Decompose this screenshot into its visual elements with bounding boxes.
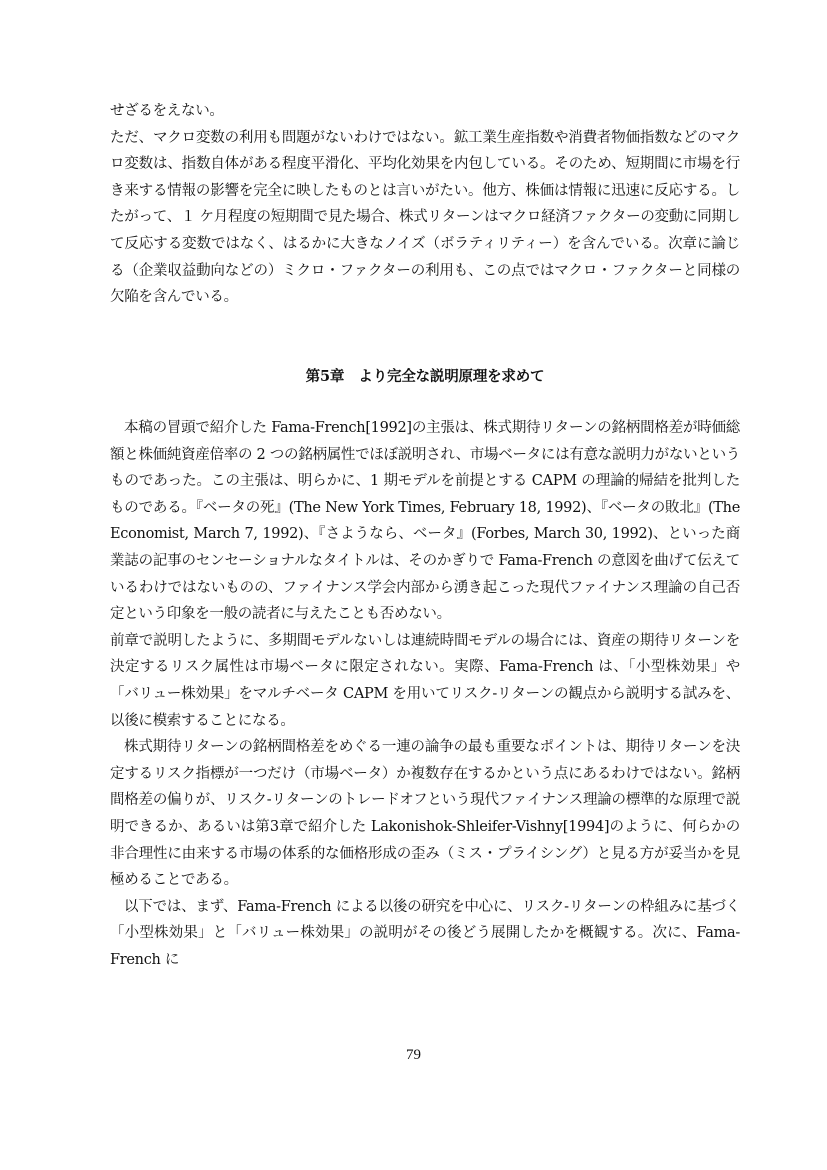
paragraph: ただ、マクロ変数の利用も問題がないわけではない。鉱工業生産指数や消費者物価指数などのマクロ変数は、指数自体がある程度平滑化、平均化効果を内包している。そのため、短期間に市場を行き来する情報の影響を完全に映したものとは言いがたい。他方、株価は情報に迅速に反応する。したがって、１ ケ月程度の短期間で見た場合、株式リターンはマクロ経済ファクターの変動に同期して反応する変数ではなく、はるかに大きなノイズ（ボラティリティー）を含んでいる。次章に論じる（企業収益動向などの）ミクロ・ファクターの利用も、この点ではマクロ・ファクターと同様の欠陥を含んでいる。: [110, 129, 740, 306]
paragraph: 前章で説明したように、多期間モデルないしは連続時間モデルの場合には、資産の期待リターンを決定するリスク属性は市場ベータに限定されない。実際、Fama-French は、「小型株効果」や「バリュー株効果」をマルチベータ CAPM を用いてリスク-リターンの観点から説明する試みを、以後に模索することになる。: [110, 632, 740, 729]
text-block-body: [110, 415, 740, 973]
paragraph: せざるをえない。: [110, 103, 224, 119]
chapter-heading: 第5章 より完全な説明原理を求めて: [305, 368, 545, 385]
paragraph: 株式期待リターンの銘柄間格差をめぐる一連の論争の最も重要なポイントは、期待リターンを決定するリスク指標が一つだけ（市場ベータ）か複数存在するかという点にあるわけではない。銘柄間格差の偏りが、リスク-リターンのトレードオフという現代ファイナンス理論の標準的な原理で説明できるか、あるいは第3章で紹介した Lakonishok-Shleifer-Vishny[1994]のように、何らかの非合理性に由来する市場の体系的な価格形成の歪み（ミス・プライシング）と見る方が妥当かを見極めることである。: [110, 739, 740, 889]
page-number: 79: [406, 1047, 421, 1063]
paragraph: 本稿の冒頭で紹介した Fama-French[1992]の主張は、株式期待リターンの銘柄間格差が時価総額と株価純資産倍率の 2 つの銘柄属性でほぼ説明され、市場ベータには有意な説明力がないというものであった。この主張は、明らかに、1 期モデルを前提とする CAPM の理論的帰結を批判したものである。『ベータの死』(The New York Times, February 18, 1992)、『ベータの敗北』(The Economist, March 7, 1992)、『さようなら、ベータ』(Forbes, March 30, 1992)、といった商業誌の記事のセンセーショナルなタイトルは、そのかぎりで Fama-French の意図を曲げて伝えているわけではないものの、ファイナンス学会内部から湧き起こった現代ファイナンス理論の自己否定という印象を一般の読者に与えたことも否めない。: [110, 420, 740, 623]
text-block-top: [110, 98, 740, 311]
paragraph: 以下では、まず、Fama-French による以後の研究を中心に、リスク-リターンの枠組みに基づく「小型株効果」と「バリュー株効果」の説明がその後どう展開したかを概観する。次に、Fama-French に: [110, 898, 740, 968]
